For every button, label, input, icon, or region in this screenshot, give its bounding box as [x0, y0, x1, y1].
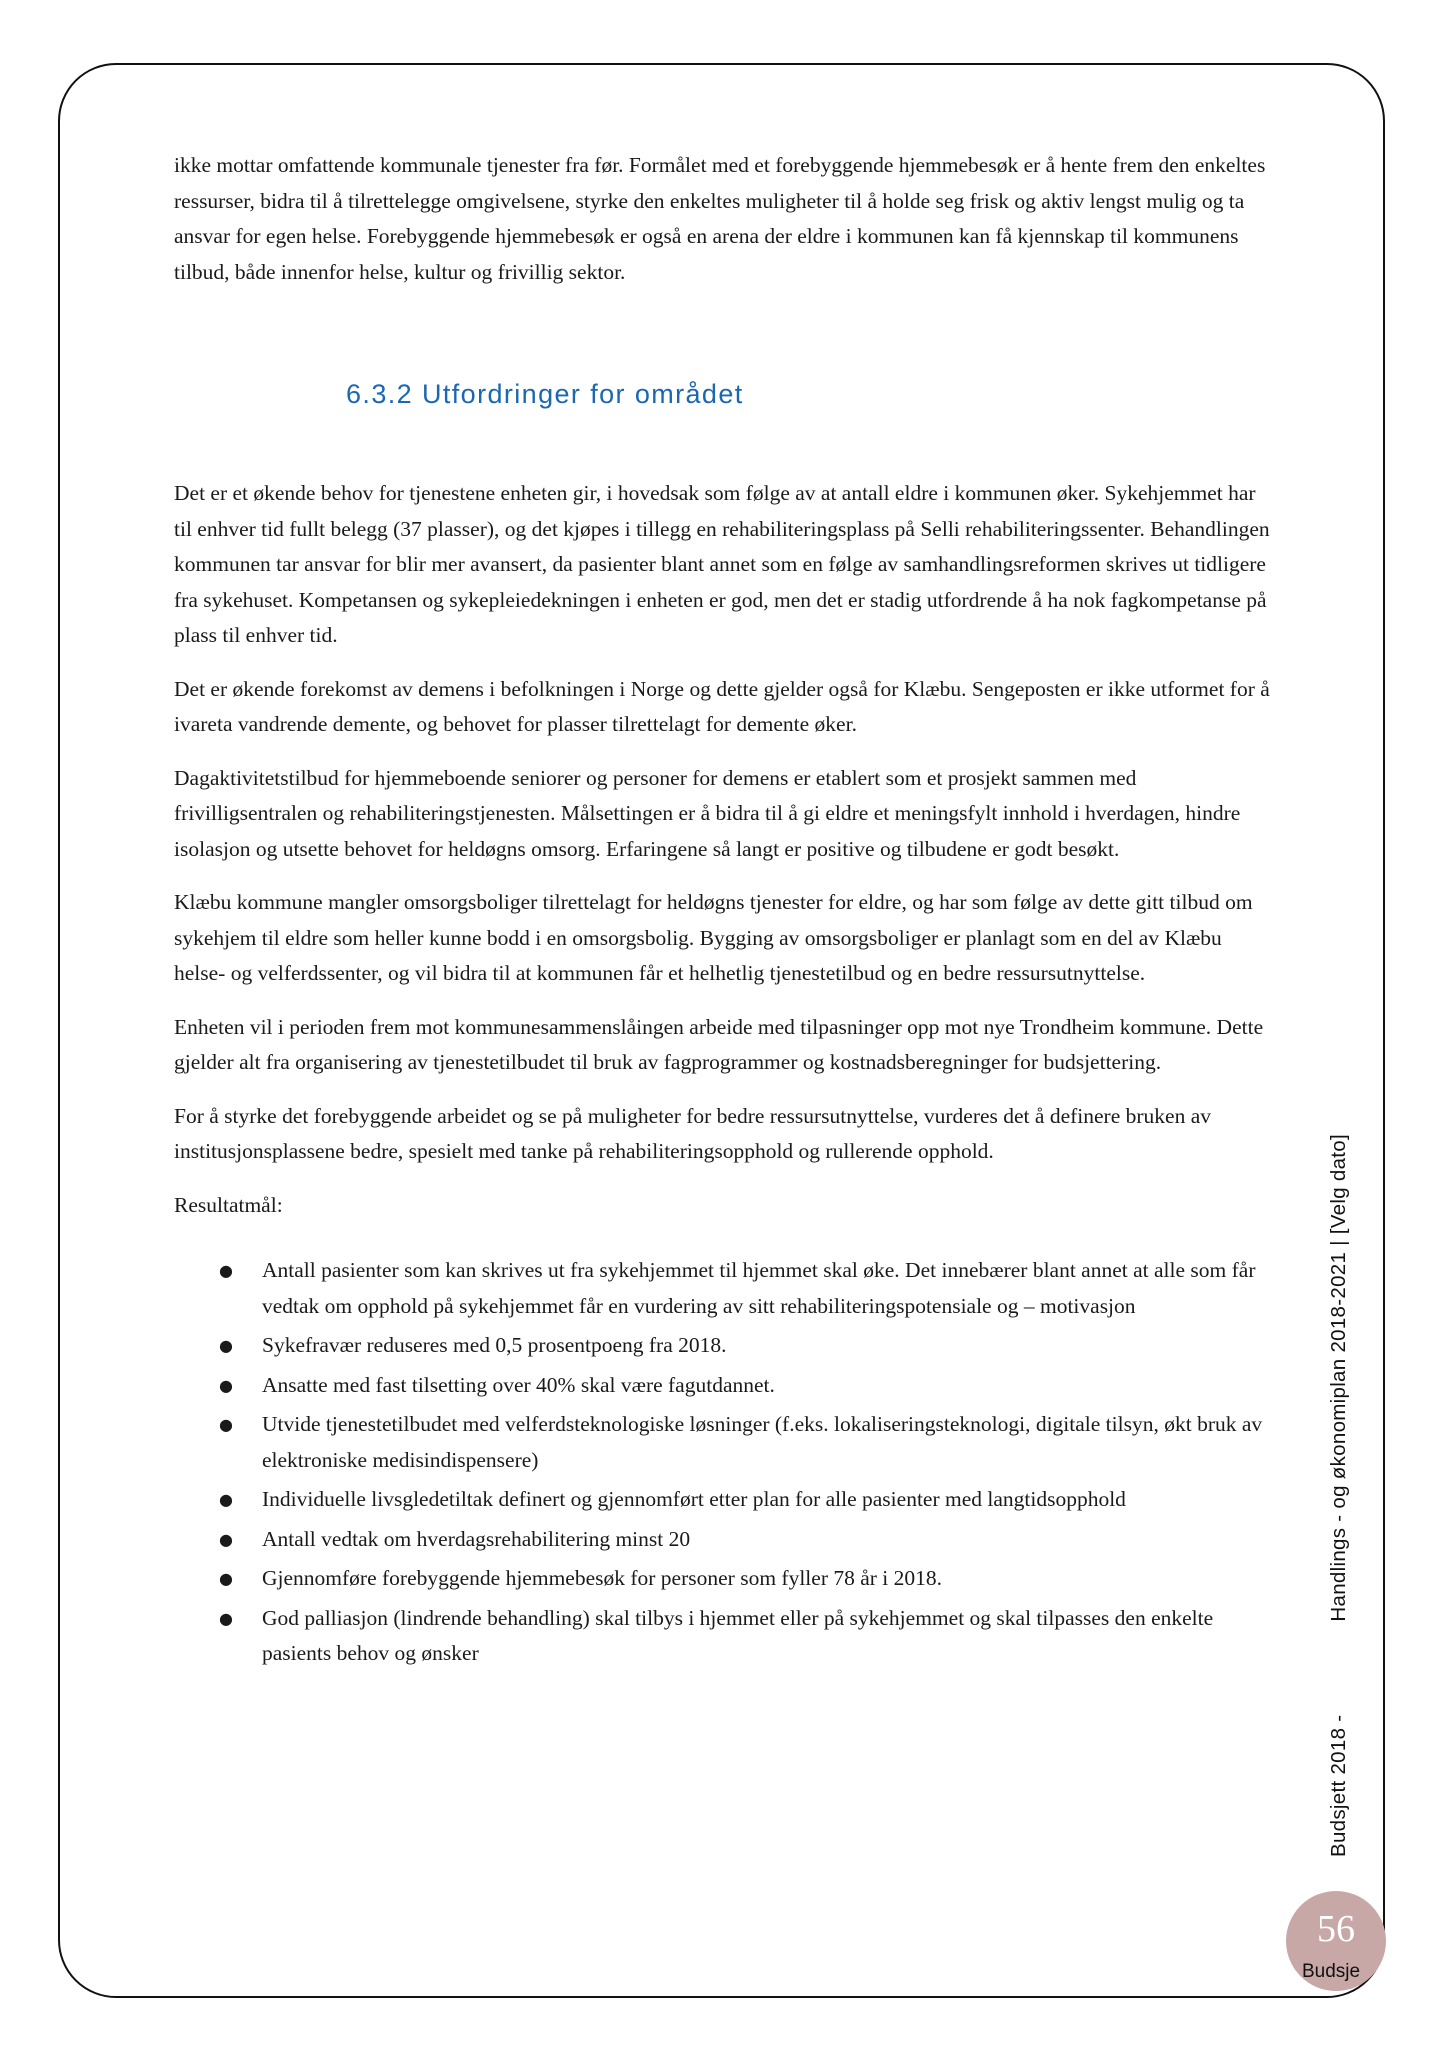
- goals-list: [174, 1253, 1274, 1672]
- body-paragraph: Enheten vil i perioden frem mot kommunesammenslåingen arbeide med tilpasninger opp mot nye Trondheim kommune. Dette gjelder alt fra organisering av tjenestetilbudet til bruk av fagprogrammer og kostnadsberegninger for budsjettering.: [174, 1014, 1264, 1074]
- list-item-text: Antall vedtak om hverdagsrehabilitering minst 20: [262, 1526, 691, 1551]
- side-label-budget: Budsjett 2018 -: [1327, 1714, 1350, 1857]
- page-number-badge: [1286, 1891, 1386, 1991]
- bullet-icon: ●: [219, 1415, 233, 1434]
- body-paragraph: Dagaktivitetstilbud for hjemmeboende seniorer og personer for demens er etablert som et prosjekt sammen med frivilligsentralen og rehabiliteringstjenesten. Målsettingen er å bidra til å gi eldre et meningsfylt innhold i hverdagen, hindre isolasjon og utsette behovet for heldøgns omsorg. Erfaringene så langt er positive og tilbudene er godt besøkt.: [174, 765, 1241, 861]
- list-item: [174, 1482, 1274, 1518]
- intro-paragraph: ikke mottar omfattende kommunale tjenester fra før. Formålet med et forebyggende hjemmebesøk er å hente frem den enkeltes ressurser, bidra til å tilrettelegge omgivelsene, styrke den enkeltes muligheter til å holde seg frisk og aktiv lengst mulig og ta ansvar for egen helse. Forebyggende hjemmebesøk er også en arena der eldre i kommunen kan få kjennskap til kommunens tilbud, både innenfor helse, kultur og frivillig sektor.: [174, 153, 1266, 284]
- body-paragraph: Det er økende forekomst av demens i befolkningen i Norge og dette gjelder også for Klæbu. Sengeposten er ikke utformet for å ivareta vandrende demente, og behovet for plasser tilrettelagt for demente øker.: [174, 676, 1270, 736]
- page-content: [174, 148, 1274, 1676]
- list-item: [174, 1253, 1274, 1324]
- side-label-plan: Handlings - og økonomiplan 2018-2021 | [Velg dato]: [1327, 1134, 1350, 1622]
- list-item: [174, 1328, 1274, 1364]
- body-paragraph: Klæbu kommune mangler omsorgsboliger tilrettelagt for heldøgns tjenester for eldre, og har som følge av dette gitt tilbud om sykehjem til eldre som heller kunne bodd i en omsorgsbolig. Bygging av omsorgsboliger er planlagt som en del av Klæbu helse- og velferdssenter, og vil bidra til at kommunen får et helhetlig tjenestetilbud og en bedre ressursutnyttelse.: [174, 890, 1253, 985]
- list-item-text: Sykefravær reduseres med 0,5 prosentpoeng fra 2018.: [262, 1333, 727, 1357]
- side-running-header: [1327, 1134, 1351, 1857]
- list-item-text: Individuelle livsgledetiltak definert og gjennomført etter plan for alle pasienter med langtidsopphold: [262, 1487, 1126, 1511]
- list-item-text: God palliasjon (lindrende behandling) skal tilbys i hjemmet eller på sykehjemmet og skal tilpasses den enkelte pasients behov og ønsker: [262, 1605, 1214, 1665]
- body-paragraph: For å styrke det forebyggende arbeidet og se på muligheter for bedre ressursutnyttelse, vurderes det å definere bruken av institusjonsplassene bedre, spesielt med tanke på rehabiliteringsopphold og rullerende opphold.: [174, 1103, 1211, 1163]
- bullet-icon: ●: [219, 1490, 233, 1509]
- bullet-icon: ●: [219, 1336, 233, 1355]
- list-item-text: Utvide tjenestetilbudet med velferdsteknologiske løsninger (f.eks. lokaliseringsteknologi, digitale tilsyn, økt bruk av elektroniske medisindispensere): [262, 1412, 1263, 1472]
- list-item: [174, 1561, 1274, 1597]
- bullet-icon: ●: [219, 1375, 233, 1395]
- bullet-icon: ●: [219, 1569, 233, 1588]
- section-heading: 6.3.2 Utfordringer for området: [346, 379, 744, 409]
- bullet-icon: ●: [219, 1608, 233, 1628]
- list-item-text: Ansatte med fast tilsetting over 40% skal være fagutdannet.: [262, 1372, 775, 1397]
- body-paragraph: Det er et økende behov for tjenestene enheten gir, i hovedsak som følge av at antall eldre i kommunen øker. Sykehjemmet har til enhver tid fullt belegg (37 plasser), og det kjøpes i tillegg en rehabiliteringsplass på Selli rehabiliteringssenter. Behandlingen kommunen tar ansvar for blir mer avansert, da pasienter blant annet som en følge av samhandlingsreformen skrives ut tidligere fra sykehuset. Kompetansen og sykepleiedekningen i enheten er god, men det er stadig utfordrende å ha nok fagkompetanse på plass til enhver tid.: [174, 481, 1270, 647]
- page-badge-label: Budsje: [1302, 1961, 1361, 1982]
- list-item: [174, 1601, 1274, 1672]
- list-item: [174, 1407, 1274, 1478]
- bullet-icon: ●: [219, 1261, 233, 1280]
- page-number: 56: [1317, 1908, 1355, 1950]
- list-item-text: Antall pasienter som kan skrives ut fra sykehjemmet til hjemmet skal øke. Det innebærer blant annet at alle som får vedtak om opphold på sykehjemmet får en vurdering av sitt rehabiliteringspotensiale og – motivasjon: [262, 1258, 1256, 1318]
- goals-label: Resultatmål:: [174, 1192, 283, 1217]
- bullet-icon: ●: [219, 1529, 233, 1549]
- list-item: [174, 1522, 1274, 1558]
- list-item-text: Gjennomføre forebyggende hjemmebesøk for personer som fyller 78 år i 2018.: [262, 1566, 943, 1590]
- list-item: [174, 1368, 1274, 1404]
